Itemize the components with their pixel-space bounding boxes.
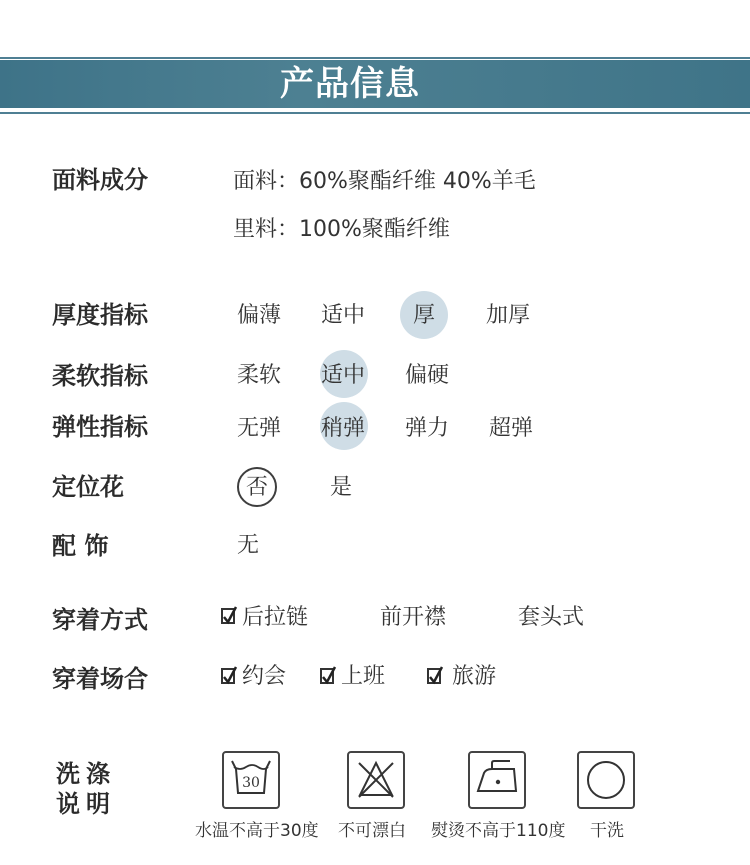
wash-30-icon	[222, 751, 280, 809]
checkmark-icon	[427, 665, 447, 687]
softness-label: 柔软指标	[52, 362, 148, 390]
thickness-option-medium: 适中	[321, 303, 366, 328]
no-bleach-text: 不可漂白	[338, 821, 406, 841]
fabric-label: 面料成分	[52, 166, 148, 194]
print-option-no: 否	[246, 475, 269, 500]
svg-text:30: 30	[242, 775, 260, 791]
page-title: 产品信息	[280, 64, 420, 104]
checkmark-icon	[320, 665, 340, 687]
elasticity-option-none: 无弹	[237, 416, 282, 441]
checkmark-icon	[221, 665, 241, 687]
header-banner	[0, 48, 750, 122]
occasion-checkbox-work	[320, 668, 334, 684]
thickness-option-extra-thick: 加厚	[486, 303, 531, 328]
washing-label-line-2: 说明	[56, 790, 116, 818]
wear-style-option-pullover: 套头式	[518, 605, 585, 630]
banner-top-rule	[0, 57, 750, 59]
occasion-option-date: 约会	[242, 664, 287, 689]
checkmark-icon	[221, 605, 241, 627]
elasticity-label: 弹性指标	[52, 413, 148, 441]
thickness-option-thick: 厚	[413, 303, 436, 328]
elasticity-option-stretch: 弹力	[405, 416, 450, 441]
fabric-line-1: 面料：60%聚酯纤维 40%羊毛	[233, 169, 536, 194]
wear-style-label: 穿着方式	[52, 606, 148, 634]
wear-style-checkbox-zipper	[221, 608, 235, 624]
print-option-yes: 是	[330, 475, 353, 500]
occasion-option-travel: 旅游	[452, 664, 497, 689]
accessories-value: 无	[237, 533, 260, 558]
occasion-checkbox-date	[221, 668, 235, 684]
dry-clean-icon	[577, 751, 635, 809]
elasticity-option-super: 超弹	[489, 416, 534, 441]
softness-option-medium: 适中	[321, 363, 366, 388]
wear-style-option-zipper: 后拉链	[242, 605, 309, 630]
washing-label-line-1: 洗涤	[56, 760, 116, 788]
dry-clean-text: 干洗	[590, 821, 624, 841]
thickness-label: 厚度指标	[52, 301, 148, 329]
wash-30-text: 水温不高于30度	[195, 821, 319, 841]
accessories-label: 配 饰	[52, 532, 109, 560]
iron-110-text: 熨烫不高于110度	[431, 821, 566, 841]
fabric-line-2: 里料：100%聚酯纤维	[233, 217, 450, 242]
softness-option-hard: 偏硬	[405, 363, 450, 388]
occasion-option-work: 上班	[341, 664, 386, 689]
no-bleach-icon	[347, 751, 405, 809]
softness-option-soft: 柔软	[237, 363, 282, 388]
iron-110-icon	[468, 751, 526, 809]
elasticity-option-slight: 稍弹	[321, 416, 366, 441]
wear-style-option-front-open: 前开襟	[380, 605, 447, 630]
banner-bottom-rule	[0, 112, 750, 114]
thickness-option-thin: 偏薄	[237, 303, 282, 328]
print-label: 定位花	[52, 473, 124, 501]
occasion-label: 穿着场合	[52, 665, 148, 693]
occasion-checkbox-travel	[427, 668, 441, 684]
